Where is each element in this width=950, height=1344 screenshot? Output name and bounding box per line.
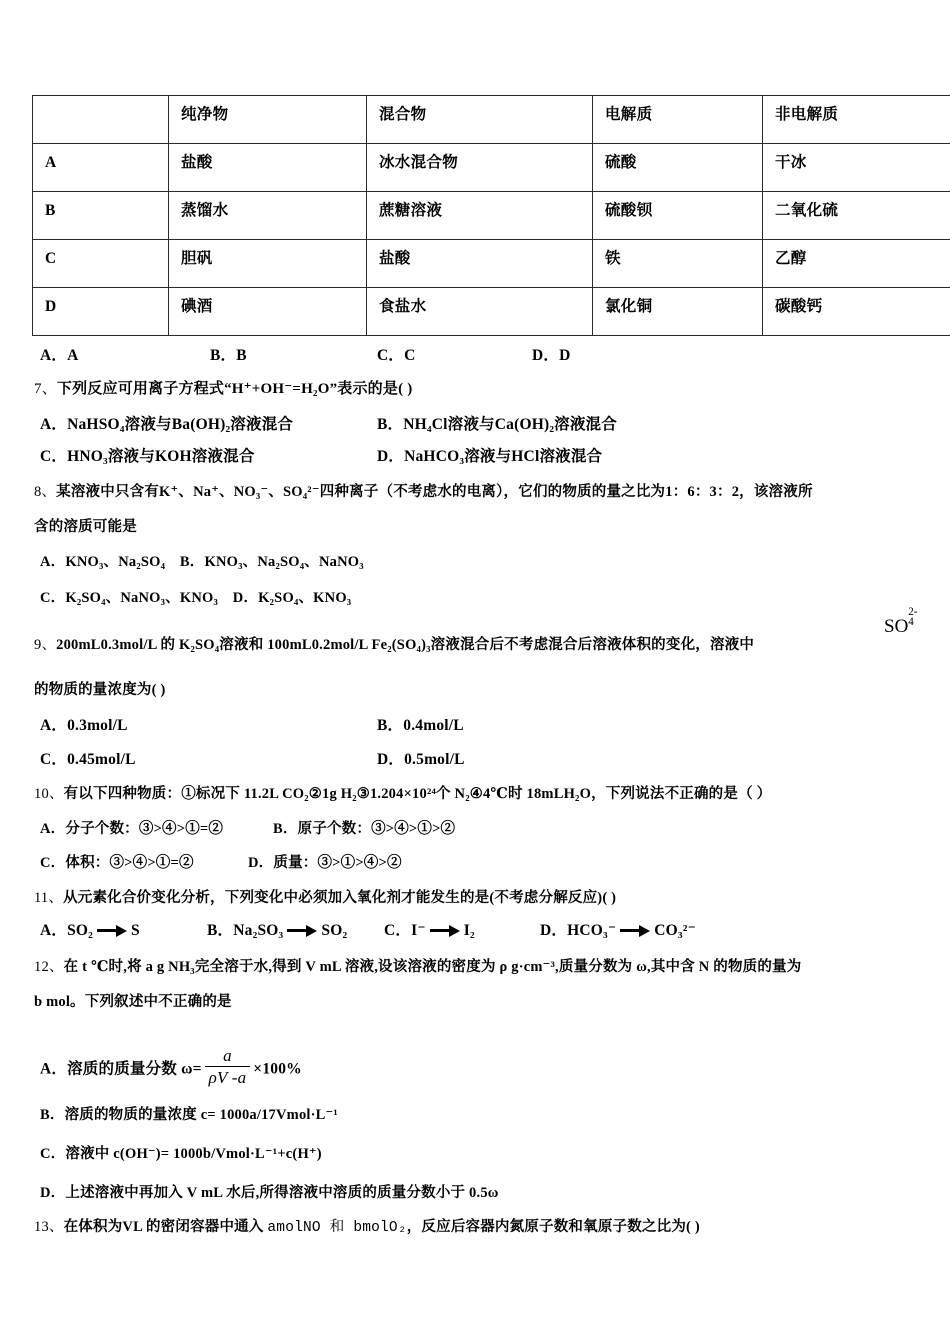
- table-header-pure: 纯净物: [169, 96, 367, 144]
- option-d[interactable]: [540, 918, 696, 940]
- option-b-product: SO₂: [321, 922, 348, 939]
- fraction-numerator: a: [205, 1046, 251, 1067]
- option-a-reactant: SO₂: [67, 922, 94, 939]
- option-a[interactable]: A．0.3mol/L: [40, 717, 128, 734]
- right-arrow-icon: [97, 927, 127, 933]
- question-10-stem: [34, 782, 771, 803]
- row-label: B: [33, 192, 169, 240]
- option-d[interactable]: D．D: [532, 347, 571, 364]
- question-13-stem: [34, 1215, 700, 1236]
- table-cell: 硫酸钡: [593, 192, 763, 240]
- right-arrow-icon: [287, 927, 317, 933]
- table-cell: 胆矾: [169, 240, 367, 288]
- table-header-electrolyte: 电解质: [593, 96, 763, 144]
- option-b[interactable]: B．B: [210, 347, 247, 364]
- option-b-reactant: Na₂SO₃: [233, 922, 284, 939]
- question-13-text-part2: ，反应后容器内氮原子数和氧原子数之比为( ): [406, 1219, 700, 1235]
- question-13-text-part1: 在体积为VL 的密闭容器中通入: [63, 1219, 268, 1235]
- count-subscript: 4: [908, 616, 914, 629]
- table-cell: 盐酸: [169, 144, 367, 192]
- table-cell: 氯化铜: [593, 288, 763, 336]
- question-9-stem-line1: [34, 633, 754, 654]
- table-cell: 碘酒: [169, 288, 367, 336]
- table-header-nonelectrolyte: 非电解质: [763, 96, 950, 144]
- option-c[interactable]: C．0.45mol/L: [40, 751, 136, 768]
- question-7-number: 7、: [34, 381, 57, 397]
- option-b[interactable]: B．0.4mol/L: [377, 717, 464, 734]
- question-12-option-a[interactable]: [40, 1046, 302, 1087]
- option-b[interactable]: [207, 918, 347, 940]
- table-cell: 食盐水: [367, 288, 593, 336]
- question-12-number: 12、: [34, 959, 64, 975]
- table-header-row: [33, 96, 950, 144]
- table-row: [33, 240, 950, 288]
- option-a[interactable]: A．分子个数：③>④>①=②: [40, 821, 224, 837]
- substance-classification-table: [32, 95, 950, 336]
- option-b-label: B．: [207, 922, 234, 939]
- question-7-text: 下列反应可用离子方程式“H⁺+OH⁻=H₂O”表示的是( ): [56, 381, 413, 397]
- table-header-corner: [33, 96, 169, 144]
- option-a[interactable]: [40, 918, 140, 940]
- table-cell: 盐酸: [367, 240, 593, 288]
- table-header-mixture: 混合物: [367, 96, 593, 144]
- question-9-sulfate-formula: [884, 606, 920, 638]
- question-8-stem-line2: 含的溶质可能是: [34, 519, 137, 535]
- table-cell: 蒸馏水: [169, 192, 367, 240]
- table-cell: 碳酸钙: [763, 288, 950, 336]
- option-a[interactable]: A．NaHSO₄溶液与Ba(OH)₂溶液混合: [40, 416, 294, 433]
- question-12-option-b[interactable]: B．溶质的物质的量浓度 c= 1000a/17Vmol·L⁻¹: [40, 1107, 338, 1123]
- option-a-prefix: A．溶质的质量分数 ω=: [40, 1060, 202, 1078]
- question-7-stem: [34, 377, 412, 398]
- table-row: [33, 144, 950, 192]
- option-c-reactant: I⁻: [411, 922, 426, 939]
- mass-fraction-formula: [205, 1046, 251, 1087]
- question-8-options-ab[interactable]: A．KNO₃、Na₂SO₄ B．KNO₃、Na₂SO₄、NaNO₃: [40, 554, 364, 570]
- option-d-reactant: HCO₃⁻: [567, 922, 617, 939]
- option-d-label: D．: [540, 922, 568, 939]
- question-12-option-d[interactable]: D．上述溶液中再加入 V mL 水后,所得溶液中溶质的质量分数小于 0.5ω: [40, 1185, 499, 1201]
- option-d[interactable]: D．质量：③>①>④>②: [248, 855, 402, 871]
- option-b[interactable]: B．NH₄Cl溶液与Ca(OH)₂溶液混合: [377, 416, 617, 433]
- option-a-product: S: [131, 922, 140, 939]
- fraction-denominator: ρV -a: [208, 1068, 247, 1088]
- question-8-text: 某溶液中只含有K⁺、Na⁺、NO₃⁻、SO₄²⁻四种离子（不考虑水的电离），它们的物质的量之比为1：6：3：2，该溶液所: [56, 484, 813, 500]
- option-a-label: A．: [40, 922, 68, 939]
- table-row: [33, 288, 950, 336]
- option-c[interactable]: C．C: [377, 347, 416, 364]
- option-d[interactable]: D．0.5mol/L: [377, 751, 465, 768]
- question-8-number: 8、: [34, 484, 57, 500]
- charge-superscript: 2-: [908, 606, 918, 619]
- option-d-product: CO₃²⁻: [654, 922, 696, 939]
- option-c[interactable]: [384, 918, 475, 940]
- table-cell: 铁: [593, 240, 763, 288]
- question-10-number: 10、: [34, 786, 64, 802]
- table-cell: 二氧化硫: [763, 192, 950, 240]
- table-cell: 硫酸: [593, 144, 763, 192]
- option-c-product: I₂: [463, 922, 475, 939]
- question-12-stem-line1: [34, 955, 801, 976]
- table-row: [33, 192, 950, 240]
- table-cell: 干冰: [763, 144, 950, 192]
- row-label: D: [33, 288, 169, 336]
- question-11-stem: [34, 886, 616, 907]
- row-label: A: [33, 144, 169, 192]
- question-12-text: 在 t ℃时,将 a g NH₃完全溶于水,得到 V mL 溶液,设该溶液的密度为 ρ g·cm⁻³,质量分数为 ω,其中含 N 的物质的量为: [63, 959, 802, 975]
- question-9-stem-line2: 的物质的量浓度为( ): [34, 682, 166, 698]
- question-8-stem-line1: [34, 480, 813, 501]
- table-cell: 蔗糖溶液: [367, 192, 593, 240]
- right-arrow-icon: [620, 927, 650, 933]
- option-c[interactable]: C．HNO₃溶液与KOH溶液混合: [40, 448, 255, 465]
- question-8-options-cd[interactable]: C．K₂SO₄、NaNO₃、KNO₃ D．K₂SO₄、KNO₃: [40, 590, 352, 606]
- option-a-suffix: ×100%: [253, 1060, 302, 1078]
- question-13-number: 13、: [34, 1219, 64, 1235]
- option-c[interactable]: C．体积：③>④>①=②: [40, 855, 194, 871]
- option-c-label: C．: [384, 922, 412, 939]
- right-arrow-icon: [430, 927, 460, 933]
- option-d[interactable]: D．NaHCO₃溶液与HCl溶液混合: [377, 448, 603, 465]
- question-12-stem-line2: b mol。下列叙述中不正确的是: [34, 994, 232, 1010]
- table-cell: 冰水混合物: [367, 144, 593, 192]
- question-11-text: 从元素化合价变化分析，下列变化中必须加入氧化剂才能发生的是(不考虑分解反应)( ): [63, 890, 617, 906]
- question-11-number: 11、: [34, 890, 64, 906]
- question-12-option-c[interactable]: C．溶液中 c(OH⁻)= 1000b/Vmol·L⁻¹+c(H⁺): [40, 1146, 322, 1162]
- question-10-text: 有以下四种物质：①标况下 11.2L CO₂②1g H₂③1.204×10²⁴个 N₂④4℃时 18mLH₂O，下列说法不正确的是（ ）: [63, 786, 772, 802]
- question-13-quantities: amolNO 和 bmolO₂: [267, 1220, 407, 1236]
- option-b[interactable]: B．原子个数：③>④>①>②: [273, 821, 456, 837]
- option-a[interactable]: A．A: [40, 347, 79, 364]
- sulfate-formula-symbol: SO: [884, 616, 909, 637]
- sulfate-formula-indices: [908, 606, 920, 632]
- question-9-text: 200mL0.3mol/L 的 K₂SO₄溶液和 100mL0.2mol/L Fe₂(SO₄)₃溶液混合后不考虑混合后溶液体积的变化，溶液中: [56, 637, 755, 653]
- table-cell: 乙醇: [763, 240, 950, 288]
- question-9-number: 9、: [34, 637, 57, 653]
- row-label: C: [33, 240, 169, 288]
